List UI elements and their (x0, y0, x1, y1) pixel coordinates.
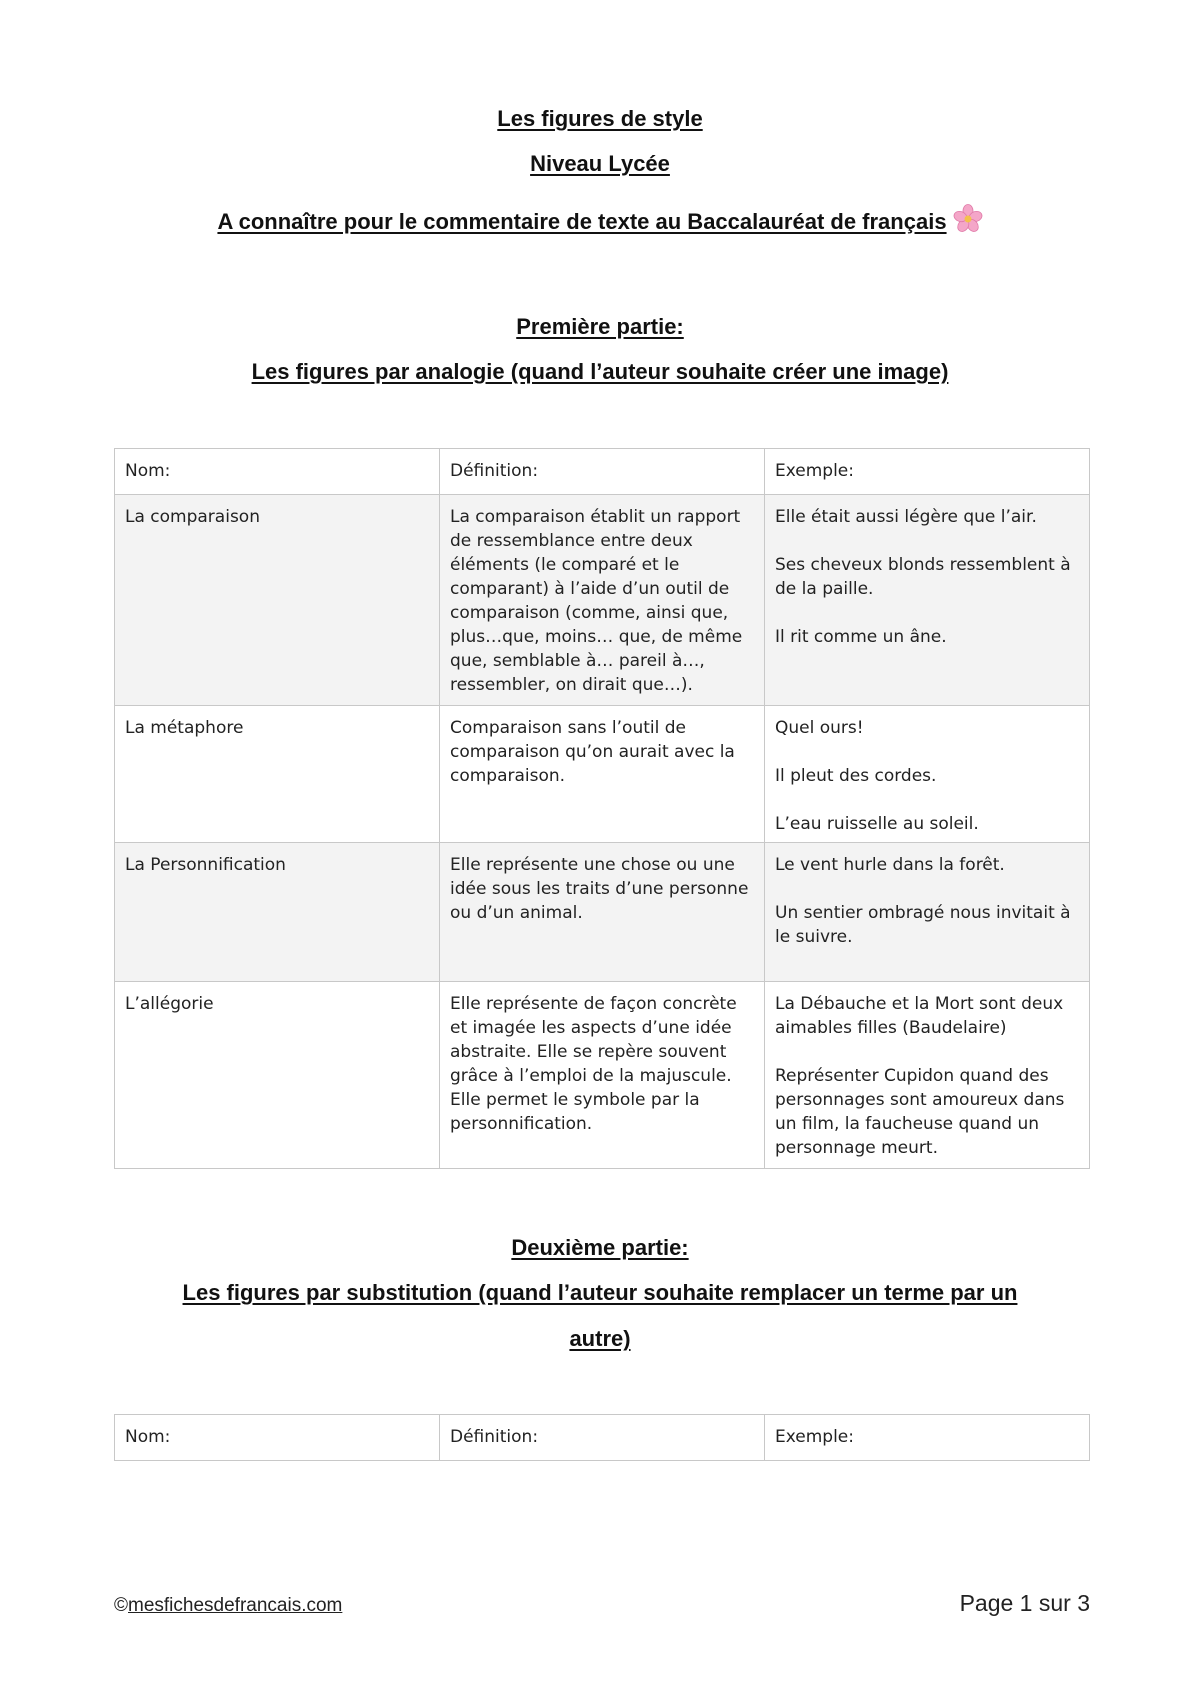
example-text: L’eau ruisselle au soleil. (775, 814, 979, 834)
header-name: Nom: (115, 1415, 440, 1461)
table-header-row (115, 1415, 1090, 1461)
example-text: Quel ours! (775, 718, 864, 738)
figure-examples (765, 982, 1090, 1169)
part2-heading: Deuxième partie: (511, 1235, 689, 1260)
analogy-figures-table (114, 448, 1090, 1169)
example-text: La Débauche et la Mort sont deux aimables filles (Baudelaire) (775, 994, 1064, 1038)
example-text: Il rit comme un âne. (775, 627, 947, 647)
table-row (115, 706, 1090, 843)
header-example: Exemple: (765, 449, 1090, 495)
header-definition: Définition: (440, 449, 765, 495)
document-title: Les figures de style (497, 106, 703, 131)
figure-definition: Elle représente une chose ou une idée sous les traits d’une personne ou d’un animal. (440, 843, 765, 982)
footer-copyright (114, 1595, 342, 1617)
figure-name: La comparaison (115, 495, 440, 706)
figure-name: L’allégorie (115, 982, 440, 1169)
header-definition: Définition: (440, 1415, 765, 1461)
example-text: Un sentier ombragé nous invitait à le suivre. (775, 903, 1071, 947)
part1-subheading: Les figures par analogie (quand l’auteur souhaite créer une image) (251, 359, 949, 384)
table-row (115, 843, 1090, 982)
page-number: Page 1 sur 3 (959, 1590, 1090, 1616)
figure-examples (765, 706, 1090, 843)
document-level: Niveau Lycée (530, 151, 670, 176)
example-text: Représenter Cupidon quand des personnages sont amoureux dans un film, la faucheuse quand un personnage meurt. (775, 1066, 1065, 1158)
figure-definition: Elle représente de façon concrète et imagée les aspects d’une idée abstraite. Elle se repère souvent grâce à l’emploi de la majuscule. Elle permet le symbole par la personnification. (440, 982, 765, 1169)
figure-definition: Comparaison sans l’outil de comparaison qu’on aurait avec la comparaison. (440, 706, 765, 843)
example-text: Le vent hurle dans la forêt. (775, 855, 1005, 875)
document-subtitle (0, 204, 1200, 235)
figure-examples (765, 495, 1090, 706)
header-example: Exemple: (765, 1415, 1090, 1461)
table-row (115, 982, 1090, 1169)
figure-examples (765, 843, 1090, 982)
part2-subheading-line1: Les figures par substitution (quand l’auteur souhaite remplacer un terme par un (182, 1280, 1018, 1305)
part1-heading: Première partie: (516, 314, 684, 339)
site-link[interactable]: mesfichesdefrancais.com (128, 1595, 343, 1616)
figure-name: La métaphore (115, 706, 440, 843)
copyright-symbol: © (114, 1595, 128, 1616)
table-row (115, 495, 1090, 706)
part2-subheading-line2: autre) (569, 1326, 631, 1351)
example-text: Il pleut des cordes. (775, 766, 937, 786)
header-name: Nom: (115, 449, 440, 495)
figure-definition: La comparaison établit un rapport de ressemblance entre deux éléments (le comparé et le comparant) à l’aide d’un outil de comparaison (comme, ainsi que, plus…que, moins… que, de même que, semblable à… pareil à…, ressembler, on dirait que…). (440, 495, 765, 706)
substitution-figures-table (114, 1414, 1090, 1461)
cherry-blossom-icon (953, 204, 983, 234)
subtitle-text: A connaître pour le commentaire de texte au Baccalauréat de français (217, 209, 947, 234)
figure-name: La Personnification (115, 843, 440, 982)
table-header-row (115, 449, 1090, 495)
example-text: Elle était aussi légère que l’air. (775, 507, 1037, 527)
example-text: Ses cheveux blonds ressemblent à de la paille. (775, 555, 1071, 599)
